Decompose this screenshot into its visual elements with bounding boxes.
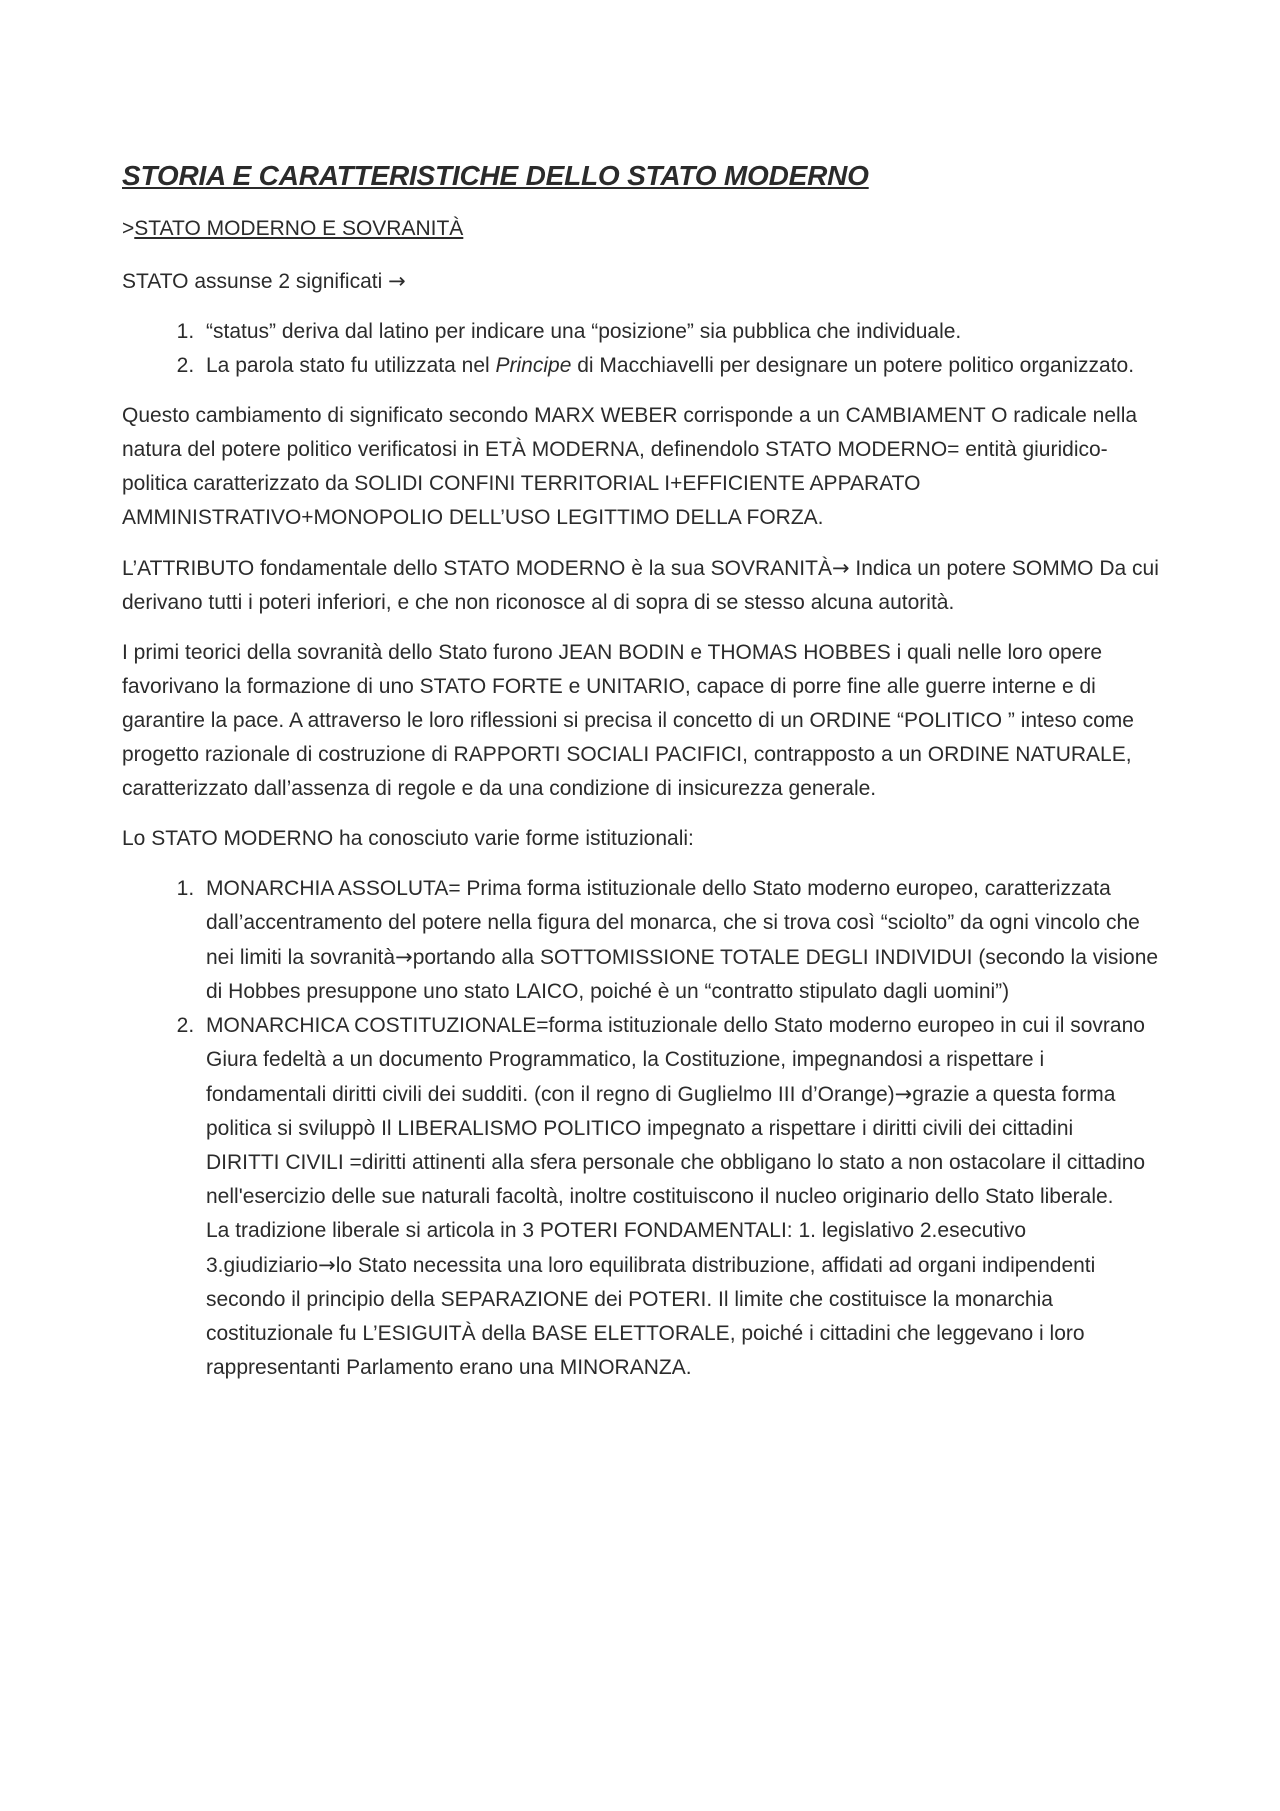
intro-text: STATO assunse 2 significati	[122, 270, 383, 293]
paragraph-forms-intro: Lo STATO MODERNO ha conosciuto varie forme istituzionali:	[122, 827, 694, 850]
list-item	[200, 1009, 1164, 1385]
arrow-icon: →	[318, 1253, 336, 1277]
meaning-1-text: “status” deriva dal latino per indicare una “posizione” sia pubblica che individuale.	[206, 320, 962, 343]
list-item	[200, 315, 1164, 349]
document-title: STORIA E CARATTERISTICHE DELLO STATO MODERNO	[122, 160, 869, 191]
form-1-text-b: portando alla SOTTOMISSIONE TOTALE DEGLI INDIVIDUI (secondo la visione di Hobbes presuppone uno stato LAICO, poiché è un “contratto stipulato dagli uomini”)	[206, 946, 1159, 1003]
paragraph-sovereignty	[122, 551, 1164, 620]
sovereignty-text-b: Indica un potere SOMMO Da cui derivano tutti i poteri inferiori, e che non riconosce al di sopra di se stesso alcuna autorità.	[122, 557, 1159, 614]
arrow-icon: →	[894, 1082, 913, 1106]
paragraph-weber: Questo cambiamento di significato secondo MARX WEBER corrisponde a un CAMBIAMENT O radicale nella natura del potere politico verificatosi in ETÀ MODERNA, definendolo STATO MODERNO= entità giuridico-politica caratterizzato da SOLIDI CONFINI TERRITORIAL I+EFFICIENTE APPARATO AMMINISTRATIVO+MONOPOLIO DELL’USO LEGITTIMO DELLA FORZA.	[122, 404, 1138, 529]
form-2-text-separation: lo Stato necessita una loro equilibrata distribuzione, affidati ad organi indipendenti secondo il principio della SEPARAZIONE dei POTERI. Il limite che costituisce la monarchia costituzionale fu L’ESIGUITÀ della BASE ELETTORALE, poiché i cittadini che leggevano i loro rappresentanti Parlamento erano una MINORANZA.	[206, 1254, 1096, 1379]
section-heading	[122, 214, 1164, 244]
sovereignty-text-a: L’ATTRIBUTO fondamentale dello STATO MODERNO è la sua SOVRANITÀ	[122, 557, 832, 580]
meanings-list	[122, 315, 1164, 383]
intro-paragraph	[122, 264, 1164, 299]
meaning-2-text-b: di Macchiavelli per designare un potere politico organizzato.	[571, 354, 1135, 377]
meaning-2-emphasis: Principe	[495, 354, 572, 377]
list-item	[200, 349, 1164, 383]
form-2-text-civil-rights: DIRITTI CIVILI =diritti attinenti alla sfera personale che obbligano lo stato a non ostacolare il cittadino nell'esercizio delle sue naturali facoltà, inoltre costituiscono il nucleo originario dello Stato liberale.	[206, 1151, 1146, 1208]
arrow-icon: →	[831, 556, 850, 580]
form-1-text-a: MONARCHIA ASSOLUTA= Prima forma istituzionale dello Stato moderno europeo, caratterizzata dall’accentramento del potere nella figura del monarca, che si trova così “sciolto” da ogni vincolo che nei limiti la sovranità	[206, 877, 1140, 969]
paragraph-theorists: I primi teorici della sovranità dello Stato furono JEAN BODIN e THOMAS HOBBES i quali nelle loro opere favorivano la formazione di uno STATO FORTE e UNITARIO, capace di porre fine alle guerre interne e di garantire la pace. A attraverso le loro riflessioni si precisa il concetto di un ORDINE “POLITICO ” inteso come progetto razionale di costruzione di RAPPORTI SOCIALI PACIFICI, contrapposto a un ORDINE NATURALE, caratterizzato dall’assenza di regole e da una condizione di insicurezza generale.	[122, 641, 1134, 800]
arrow-icon: →	[388, 269, 406, 293]
section-heading-text: STATO MODERNO E SOVRANITÀ	[134, 217, 464, 240]
arrow-icon: →	[395, 945, 413, 969]
form-2-text-b: grazie a questa forma politica si sviluppò Il LIBERALISMO POLITICO impegnato a rispettare i diritti civili dei cittadini	[206, 1083, 1116, 1140]
meaning-2-text-a: La parola stato fu utilizzata nel	[206, 354, 496, 377]
list-item	[200, 872, 1164, 1009]
form-2-text-a: MONARCHICA COSTITUZIONALE=forma istituzionale dello Stato moderno europeo in cui il sovrano Giura fedeltà a un documento Programmatico, la Costituzione, impegnandosi a rispettare i fondamentali diritti civili dei sudditi. (con il regno di Guglielmo III d’Orange)	[206, 1014, 1145, 1106]
form-2-text-powers: La tradizione liberale si articola in 3 POTERI FONDAMENTALI: 1. legislativo 2.esecutivo 3.giudiziario	[206, 1219, 1027, 1277]
section-heading-prefix: >	[122, 217, 135, 240]
forms-list	[122, 872, 1164, 1385]
